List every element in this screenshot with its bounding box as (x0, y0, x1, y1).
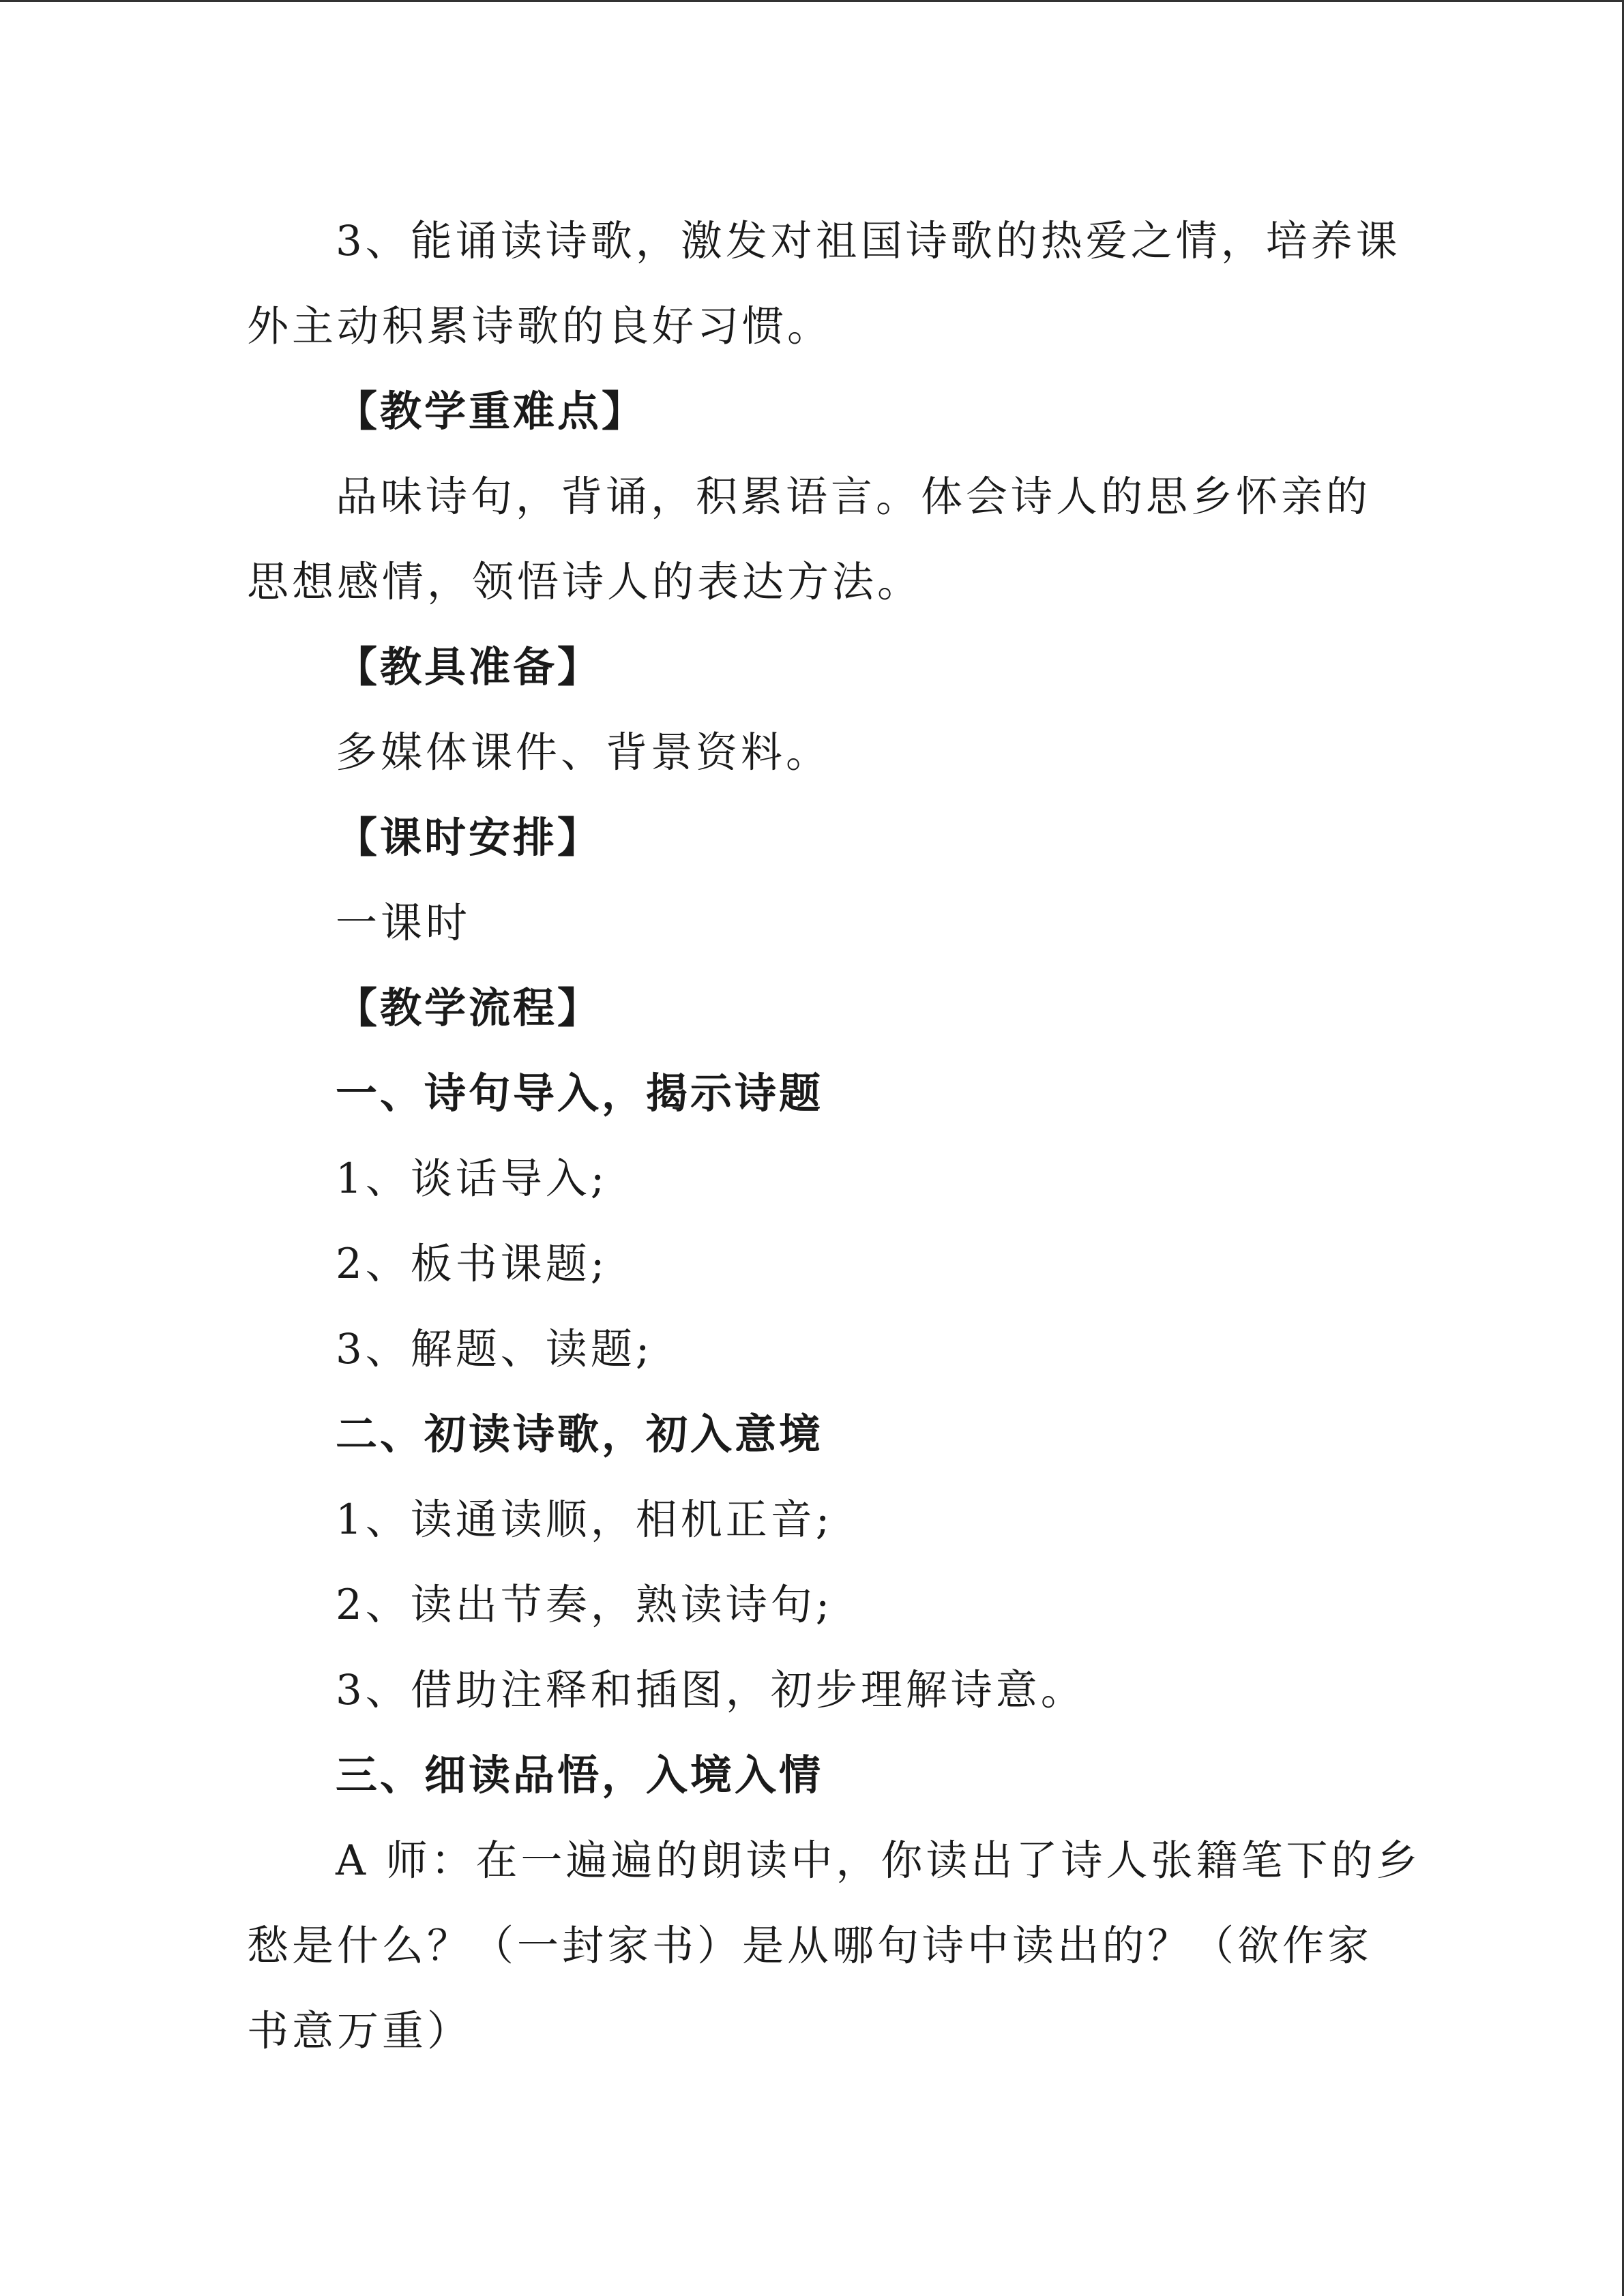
step-2-heading: 二、初读诗歌，初入意境 (336, 1410, 824, 1459)
section-heading-procedure: 【教学流程】 (336, 984, 602, 1032)
step-1-heading: 一、诗句导入，揭示诗题 (336, 1069, 824, 1118)
step-1-item-1: 1、谈话导入; (336, 1154, 608, 1203)
section-heading-schedule: 【课时安排】 (336, 814, 602, 862)
step-1-item-2: 2、板书课题; (336, 1240, 608, 1288)
key-points-line-1: 品味诗句，背诵，积累语言。体会诗人的思乡怀亲的 (336, 473, 1372, 521)
step-2-item-3: 3、借助注释和插图，初步理解诗意。 (336, 1666, 1086, 1714)
step-2-item-2: 2、读出节奏，熟读诗句; (336, 1581, 833, 1629)
schedule-text: 一课时 (336, 899, 471, 947)
objective-3-line-2: 外主动积累诗歌的良好习惯。 (247, 302, 833, 351)
top-border (0, 0, 1624, 2)
step-3-paragraph-line-1: A 师：在一遍遍的朗读中，你读出了诗人张籍笔下的乡 (336, 1836, 1421, 1885)
materials-text: 多媒体课件、背景资料。 (336, 728, 831, 777)
step-1-item-3: 3、解题、读题; (336, 1325, 653, 1373)
step-3-paragraph-line-3: 书意万重） (247, 2007, 473, 2055)
step-3-heading: 三、细读品悟，入境入情 (336, 1751, 824, 1800)
step-3-paragraph-line-2: 愁是什么？（一封家书）是从哪句诗中读出的？（欲作家 (247, 1922, 1373, 1970)
key-points-line-2: 思想感情，领悟诗人的表达方法。 (247, 558, 923, 606)
objective-3-line-1: 3、能诵读诗歌，激发对祖国诗歌的热爱之情，培养课 (336, 217, 1401, 265)
step-2-item-1: 1、读通读顺，相机正音; (336, 1495, 833, 1544)
section-heading-key-points: 【教学重难点】 (336, 387, 647, 436)
section-heading-materials: 【教具准备】 (336, 643, 602, 691)
